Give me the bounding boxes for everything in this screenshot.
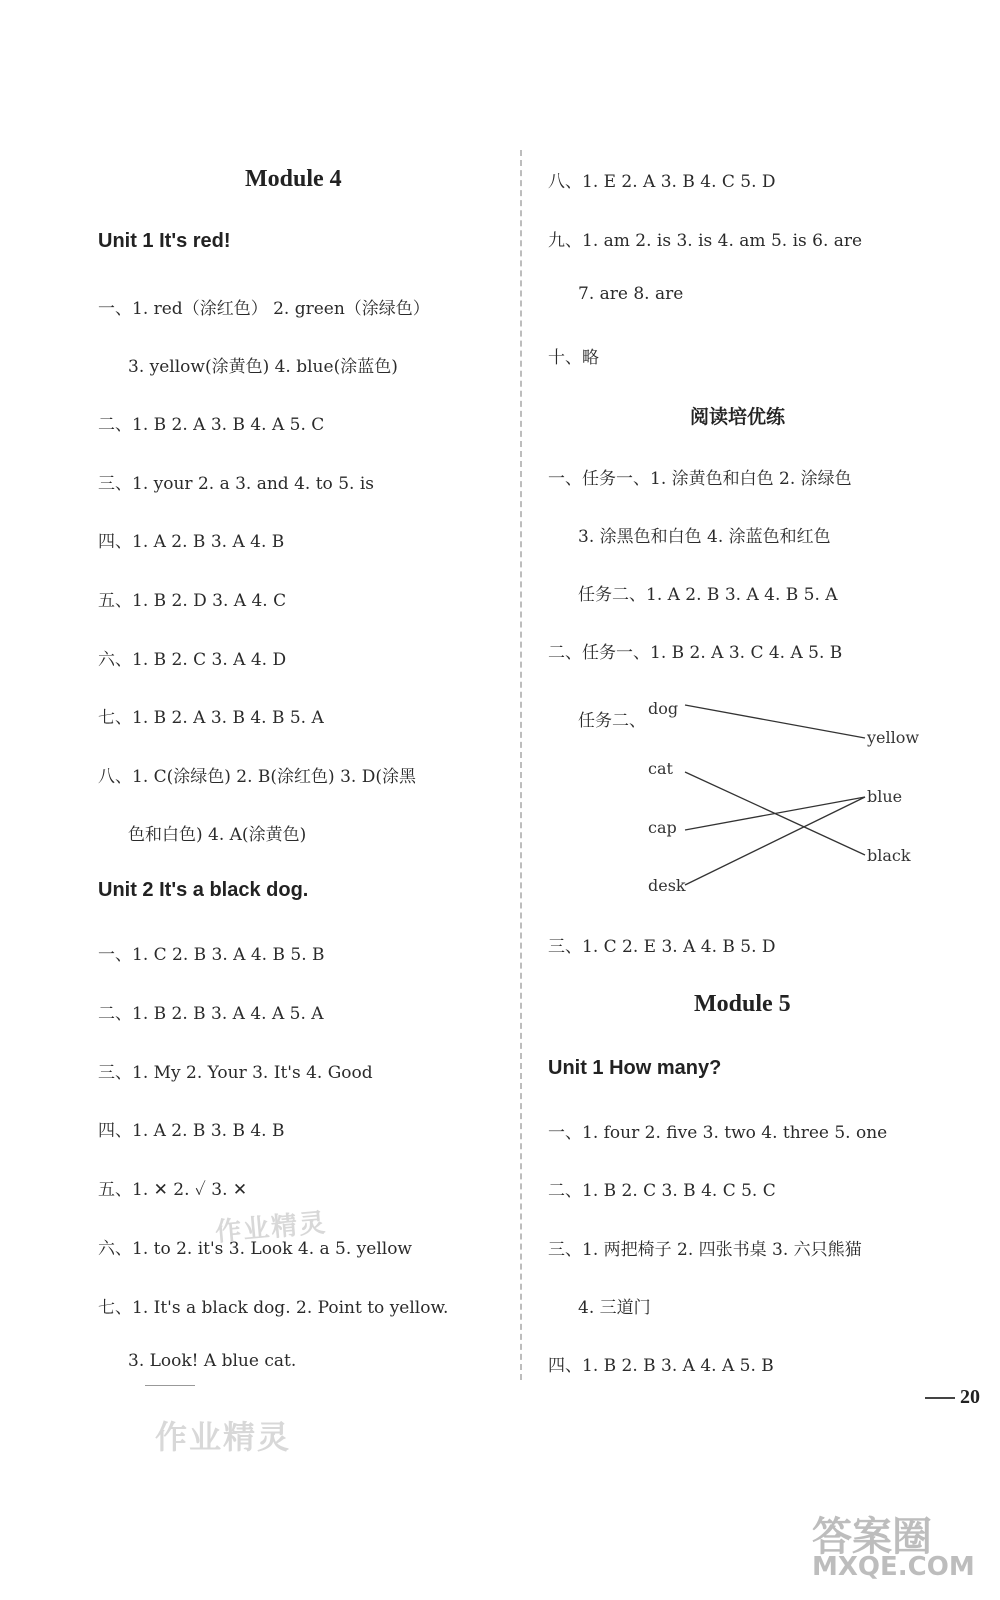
match-word-black: black: [867, 846, 911, 865]
answer-line: 八、1. C(涂绿色) 2. B(涂红色) 3. D(涂黑: [98, 767, 416, 787]
watermark-text: 作业精灵: [155, 1418, 292, 1456]
answer-line: 二、1. B 2. B 3. A 4. A 5. A: [98, 1004, 324, 1024]
answer-line: 五、1. ✕ 2. ✓ 3. ✕: [98, 1180, 248, 1200]
answer-line: 一、任务一、1. 涂黄色和白色 2. 涂绿色: [548, 469, 852, 489]
matching-label: 任务二、: [578, 711, 646, 731]
module-4-title: Module 4: [245, 166, 342, 192]
answer-line: 二、1. B 2. A 3. B 4. A 5. C: [98, 415, 325, 435]
match-word-blue: blue: [867, 787, 903, 806]
answer-line: 七、1. B 2. A 3. B 4. B 5. A: [98, 708, 324, 728]
unit-2-title: Unit 2 It's a black dog.: [98, 879, 309, 901]
match-word-desk: desk: [648, 876, 686, 895]
match-line: [685, 797, 865, 885]
answer-line: 任务二、1. A 2. B 3. A 4. B 5. A: [578, 585, 838, 605]
answer-line: 一、1. C 2. B 3. A 4. B 5. B: [98, 945, 325, 965]
answer-line: 二、1. B 2. C 3. B 4. C 5. C: [548, 1181, 776, 1201]
match-word-dog: dog: [648, 699, 679, 718]
answer-line: 一、1. four 2. five 3. two 4. three 5. one: [548, 1123, 888, 1143]
answer-line: 三、1. C 2. E 3. A 4. B 5. D: [548, 937, 776, 957]
module-5-title: Module 5: [694, 991, 791, 1017]
answer-line: 九、1. am 2. is 3. is 4. am 5. is 6. are: [548, 231, 863, 251]
unit-1-title: Unit 1 It's red!: [98, 230, 231, 252]
answer-line: 八、1. E 2. A 3. B 4. C 5. D: [548, 172, 776, 192]
answer-line: 六、1. to 2. it's 3. Look 4. a 5. yellow: [98, 1239, 412, 1259]
answer-line: 四、1. B 2. B 3. A 4. A 5. B: [548, 1356, 774, 1376]
answer-line: 六、1. B 2. C 3. A 4. D: [98, 650, 287, 670]
answer-line: 二、任务一、1. B 2. A 3. C 4. A 5. B: [548, 643, 843, 663]
match-line: [685, 797, 865, 830]
answer-line: 三、1. 两把椅子 2. 四张书桌 3. 六只熊猫: [548, 1240, 862, 1260]
match-word-cat: cat: [648, 759, 673, 778]
answer-line: 3. 涂黑色和白色 4. 涂蓝色和红色: [578, 527, 831, 547]
answer-line: 五、1. B 2. D 3. A 4. C: [98, 591, 287, 611]
reading-section-title: 阅读培优练: [690, 406, 786, 428]
answer-line: 4. 三道门: [578, 1298, 651, 1318]
unit-1-how-many-title: Unit 1 How many?: [548, 1057, 722, 1079]
answer-line: 一、1. red（涂红色） 2. green（涂绿色）: [98, 299, 430, 319]
answer-line: 7. are 8. are: [578, 284, 684, 304]
answer-line: 七、1. It's a black dog. 2. Point to yellow.: [98, 1298, 449, 1318]
matching-diagram: [640, 690, 940, 900]
answer-line: 四、1. A 2. B 3. A 4. B: [98, 532, 285, 552]
stamp-url: MXQE.COM: [812, 1552, 975, 1582]
match-line: [685, 705, 865, 738]
match-word-yellow: yellow: [867, 728, 920, 747]
page-number-dash: [925, 1397, 955, 1399]
underline-rule: [145, 1385, 195, 1386]
watermark-text: 作业精灵: [214, 1208, 329, 1248]
answer-line: 十、略: [548, 348, 599, 368]
answer-line: 3. yellow(涂黄色) 4. blue(涂蓝色): [128, 357, 398, 377]
stamp-text: 答案圈: [812, 1514, 932, 1560]
answer-line: 四、1. A 2. B 3. B 4. B: [98, 1121, 285, 1141]
page-number: 20: [960, 1386, 980, 1408]
column-divider: [520, 150, 522, 1380]
answer-line: 色和白色) 4. A(涂黄色): [128, 825, 307, 845]
answer-line: 三、1. My 2. Your 3. It's 4. Good: [98, 1063, 373, 1083]
match-word-cap: cap: [648, 818, 677, 837]
answer-line: 3. Look! A blue cat.: [128, 1351, 297, 1371]
answer-line: 三、1. your 2. a 3. and 4. to 5. is: [98, 474, 374, 494]
